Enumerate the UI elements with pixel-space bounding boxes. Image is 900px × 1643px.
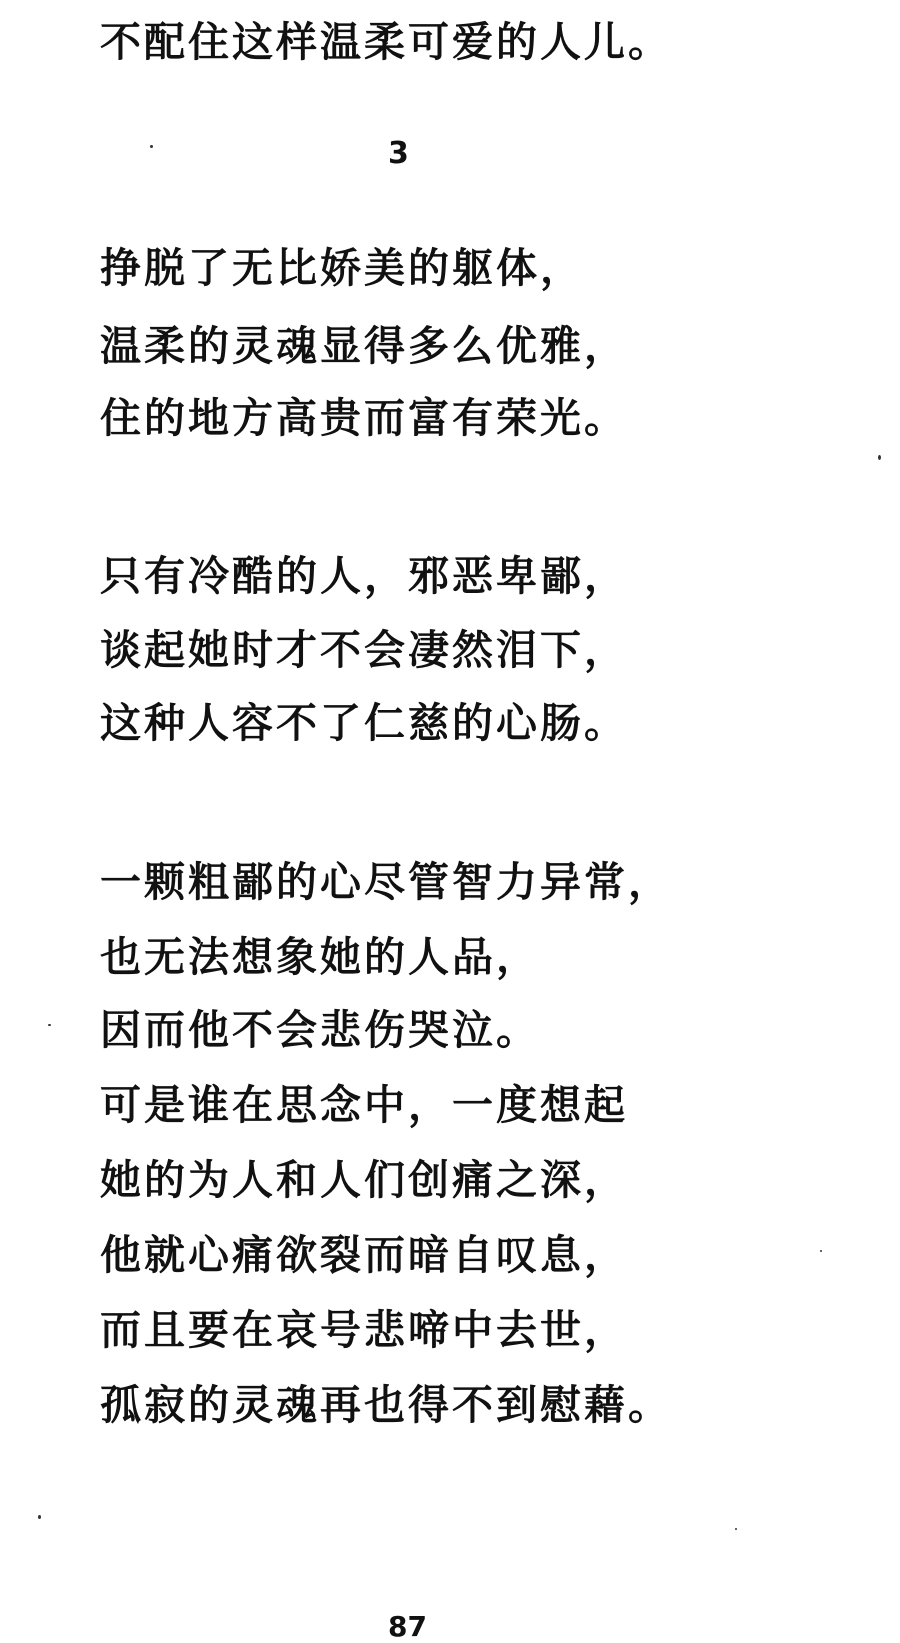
poem-line: 谈起她时才不会凄然泪下，: [100, 626, 628, 674]
poem-line: 只有冷酷的人，邪恶卑鄙，: [100, 552, 628, 600]
opening-line: 不配住这样温柔可爱的人儿。: [100, 18, 672, 66]
section-number: 3: [388, 136, 409, 171]
poem-line: 挣脱了无比娇美的躯体，: [100, 244, 584, 292]
scan-speck: [38, 1515, 41, 1519]
scan-speck: [878, 455, 881, 460]
scan-speck: [150, 145, 153, 148]
poem-line: 因而他不会悲伤哭泣。: [100, 1006, 540, 1054]
poem-line: 孤寂的灵魂再也得不到慰藉。: [100, 1381, 672, 1429]
poem-line: 而且要在哀号悲啼中去世，: [100, 1306, 628, 1354]
poem-line: 这种人容不了仁慈的心肠。: [100, 699, 628, 747]
poem-line: 温柔的灵魂显得多么优雅，: [100, 322, 628, 370]
scan-speck: [735, 1528, 737, 1530]
poem-line: 可是谁在思念中，一度想起: [100, 1081, 628, 1129]
scan-speck: [820, 1250, 822, 1252]
scan-speck: [48, 1024, 51, 1026]
poem-line: 她的为人和人们创痛之深，: [100, 1156, 628, 1204]
page-number: 87: [388, 1610, 427, 1643]
poem-line: 也无法想象她的人品，: [100, 933, 540, 981]
poem-line: 住的地方高贵而富有荣光。: [100, 394, 628, 442]
poem-line: 一颗粗鄙的心尽管智力异常，: [100, 858, 672, 906]
poem-line: 他就心痛欲裂而暗自叹息，: [100, 1231, 628, 1279]
